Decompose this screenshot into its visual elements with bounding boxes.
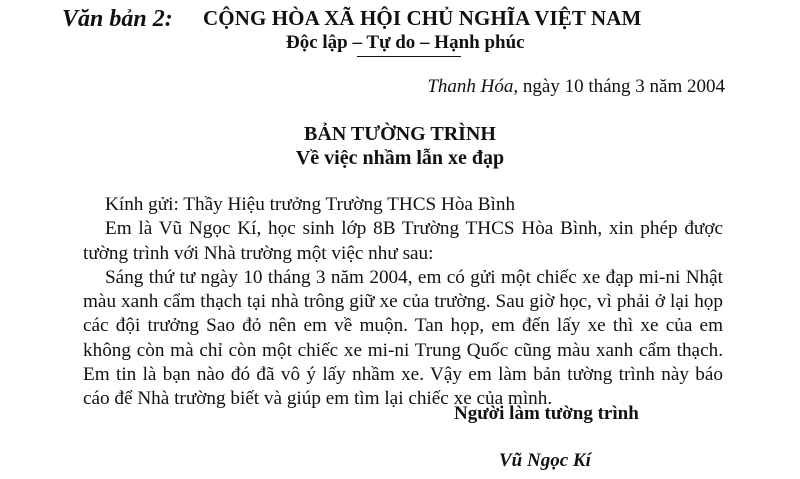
content-paragraph: Sáng thứ tư ngày 10 tháng 3 năm 2004, em có gửi một chiếc xe đạp mi-ni Nhật màu xanh cẩm thạch tại nhà trông giữ xe của trường. Sau giờ học, vì phải ở lại họp các đội trưởng Sao đỏ nên em về muộn. Tan họp, em đến lấy xe thì xe của em không còn mà chỉ còn một chiếc xe mi-ni Trung Quốc cũng màu xanh cẩm thạch. Em tin là bạn nào đó đã vô ý lấy nhầm xe. Vậy em làm bản tường trình này báo cáo để Nhà trường biết và giúp em tìm lại chiếc xe của mình. bbox=[83, 266, 723, 410]
motto-underline bbox=[357, 56, 461, 57]
date: ngày 10 tháng 3 năm 2004 bbox=[518, 76, 725, 97]
document-label: Văn bản 2: bbox=[62, 6, 173, 32]
signer-name: Vũ Ngọc Kí bbox=[499, 450, 591, 471]
intro-paragraph: Em là Vũ Ngọc Kí, học sinh lớp 8B Trường THCS Hòa Bình, xin phép được tường trình với Nhà trường một việc như sau: bbox=[83, 218, 723, 264]
national-motto: Độc lập – Tự do – Hạnh phúc bbox=[286, 32, 525, 53]
document-subtitle: Về việc nhầm lẫn xe đạp bbox=[295, 147, 505, 169]
document-title: BẢN TƯỜNG TRÌNH bbox=[304, 123, 496, 145]
national-title: CỘNG HÒA XÃ HỘI CHỦ NGHĨA VIỆT NAM bbox=[203, 6, 642, 30]
place-date bbox=[427, 76, 725, 98]
recipient-line: Kính gửi: Thầy Hiệu trưởng Trường THCS Hòa Bình bbox=[105, 194, 516, 215]
place: Thanh Hóa, bbox=[427, 76, 519, 97]
signer-label: Người làm tường trình bbox=[454, 403, 639, 424]
document-body bbox=[83, 193, 723, 412]
